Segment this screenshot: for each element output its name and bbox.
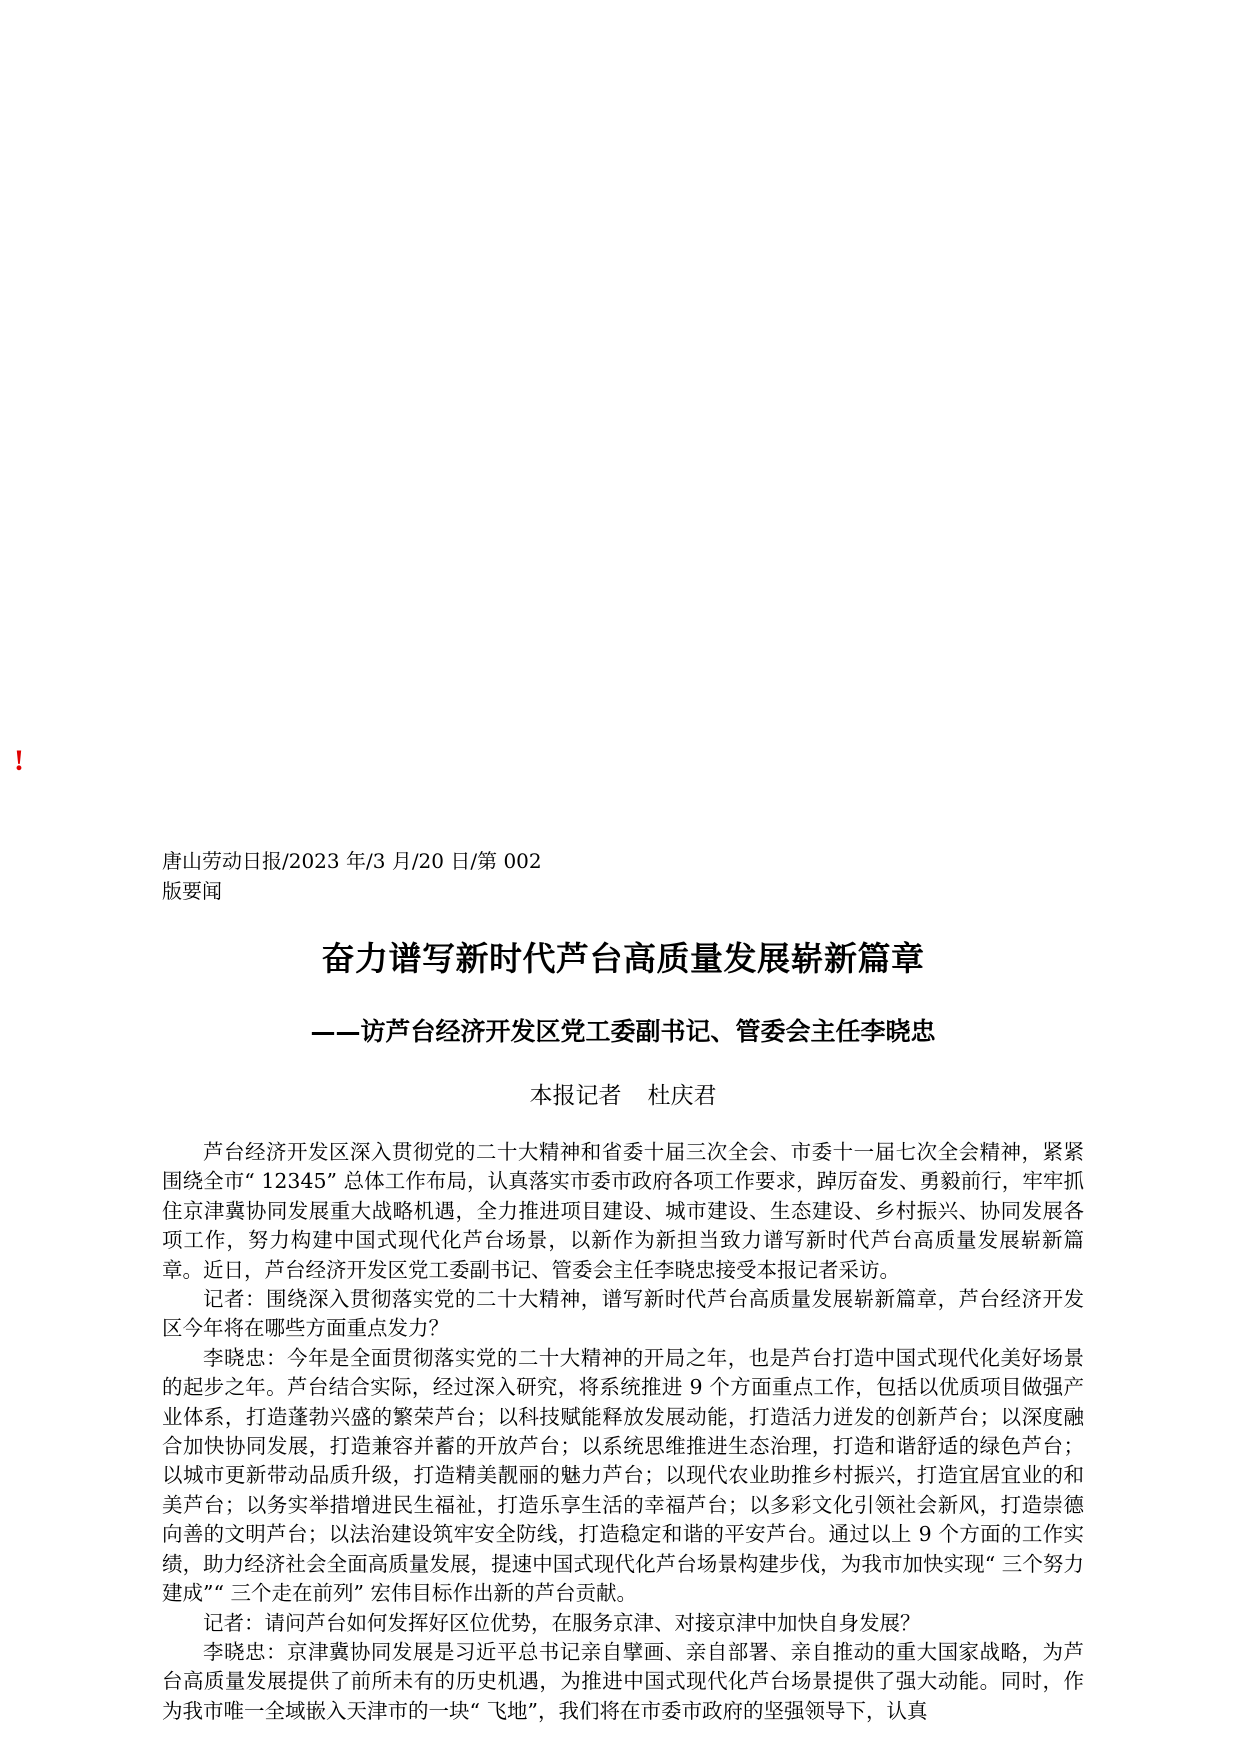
paragraph-question-1: 记者：围绕深入贯彻落实党的二十大精神，谱写新时代芦台高质量发展崭新篇章，芦台经济开发区今年将在哪些方面重点发力？ bbox=[162, 1287, 1084, 1341]
source-line-1: 唐山劳动日报/2023 年/3 月/20 日/第 002 bbox=[162, 849, 542, 873]
article-title: 奋力谱写新时代芦台高质量发展崭新篇章 bbox=[321, 939, 925, 978]
paragraph-intro: 芦台经济开发区深入贯彻党的二十大精神和省委十届三次全会、市委十一届七次全会精神，紧紧围绕全市“ 12345” 总体工作布局，认真落实市委市政府各项工作要求，踔厉奋发、勇毅前行，牢牢抓住京津冀协同发展重大战略机遇，全力推进项目建设、城市建设、生态建设、乡村振兴、协同发展各项工作，努力构建中国式现代化芦台场景，以新作为新担当致力谱写新时代芦台高质量发展崭新篇章。近日，芦台经济开发区党工委副书记、管委会主任李晓忠接受本报记者采访。 bbox=[162, 1140, 1084, 1282]
article-body bbox=[162, 1138, 1084, 1726]
byline-author: 杜庆君 bbox=[647, 1083, 717, 1109]
warning-mark: ! bbox=[14, 744, 24, 777]
byline bbox=[162, 1078, 1084, 1114]
article-subtitle: ——访芦台经济开发区党工委副书记、管委会主任李晓忠 bbox=[310, 1017, 936, 1046]
paragraph-answer-1: 李晓忠：今年是全面贯彻落实党的二十大精神的开局之年，也是芦台打造中国式现代化美好场景的起步之年。芦台结合实际，经过深入研究，将系统推进 9 个方面重点工作，包括以优质项目做强产业体系，打造蓬勃兴盛的繁荣芦台；以科技赋能释放发展动能，打造活力迸发的创新芦台；以深度融合加快协同发展，打造兼容并蓄的开放芦台；以系统思维推进生态治理，打造和谐舒适的绿色芦台；以城市更新带动品质升级，打造精美靓丽的魅力芦台；以现代农业助推乡村振兴，打造宜居宜业的和美芦台；以务实举措增进民生福祉，打造乐享生活的幸福芦台；以多彩文化引领社会新风，打造崇德向善的文明芦台；以法治建设筑牢安全防线，打造稳定和谐的平安芦台。通过以上 9 个方面的工作实绩，助力经济社会全面高质量发展，提速中国式现代化芦台场景构建步伐，为我市加快实现“ 三个努力建成”“ 三个走在前列” 宏伟目标作出新的芦台贡献。 bbox=[162, 1345, 1084, 1606]
source-line-2: 版要闻 bbox=[162, 879, 222, 903]
byline-label: 本报记者 bbox=[529, 1083, 622, 1109]
paragraph-question-2: 记者：请问芦台如何发挥好区位优势，在服务京津、对接京津中加快自身发展？ bbox=[203, 1610, 921, 1635]
source-info bbox=[162, 846, 582, 906]
paragraph-answer-2: 李晓忠：京津冀协同发展是习近平总书记亲自擘画、亲自部署、亲自推动的重大国家战略，为芦台高质量发展提供了前所未有的历史机遇，为推进中国式现代化芦台场景提供了强大动能。同时，作为我市唯一全域嵌入天津市的一块“ 飞地”，我们将在市委市政府的坚强领导下，认真 bbox=[162, 1639, 1084, 1723]
